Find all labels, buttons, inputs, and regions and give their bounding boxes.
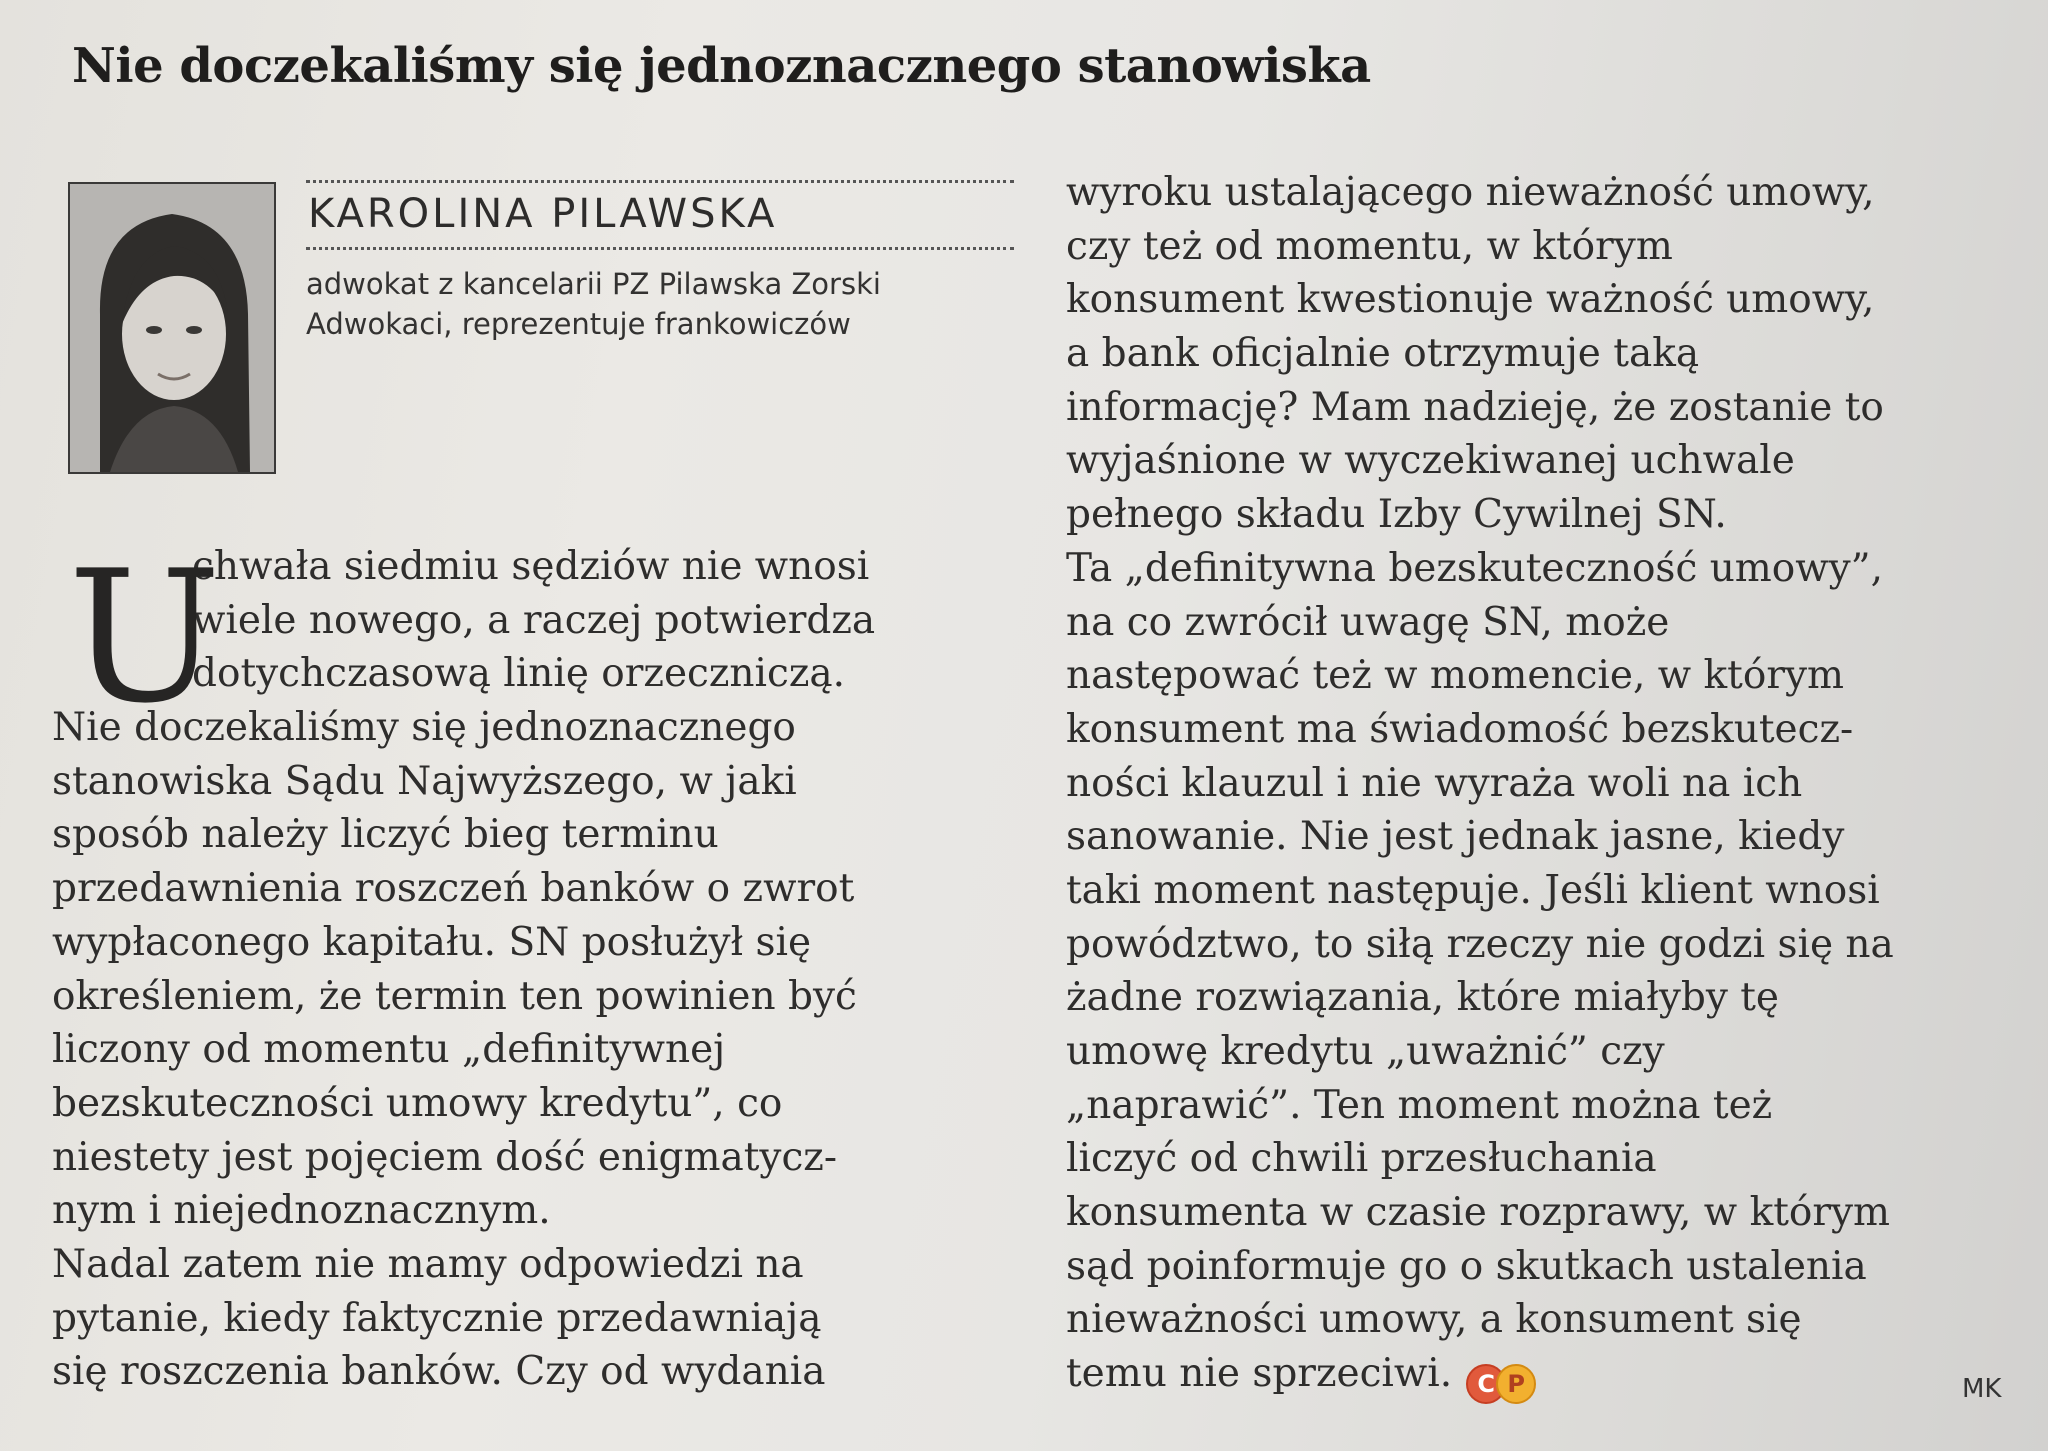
body-line: chwała siedmiu sędziów nie wnosi — [192, 544, 870, 589]
body-line: nieważności umowy, a konsument się — [1066, 1297, 1802, 1343]
body-line: a bank oficjalnie otrzymuje taką — [1066, 331, 1700, 377]
author-desc-line: Adwokaci, reprezentuje frankowiczów — [306, 307, 851, 341]
body-line: Nie doczekaliśmy się jednoznacznego — [52, 705, 796, 751]
body-line: czy też od momentu, w którym — [1066, 223, 1673, 269]
body-line: dotychczasową linię orzeczniczą. — [192, 651, 846, 697]
author-box — [306, 180, 1014, 344]
body-line: przedawnienia roszczeń banków o zwrot — [52, 866, 855, 912]
body-line-last — [1066, 1347, 2026, 1401]
author-desc-line: adwokat z kancelarii PZ Pilawska Zorski — [306, 267, 881, 301]
body-line: określeniem, że termin ten powinien być — [52, 973, 857, 1019]
author-photo — [68, 182, 276, 474]
body-line: powództwo, to siłą rzeczy nie godzi się na — [1066, 921, 1894, 967]
body-line: nym i niejednoznacznym. — [52, 1188, 551, 1234]
article-column-right — [1066, 166, 2026, 1401]
body-line: ności klauzul i nie wyraża woli na ich — [1066, 760, 1803, 806]
author-description — [306, 250, 1014, 344]
body-line: stanowiska Sądu Najwyższego, w jaki — [52, 758, 797, 804]
body-line: żadne rozwiązania, które miałyby tę — [1066, 975, 1780, 1021]
body-line: liczyć od chwili przesłuchania — [1066, 1136, 1657, 1182]
body-line: sposób należy liczyć bieg terminu — [52, 812, 719, 858]
body-line: na co zwrócił uwagę SN, może — [1066, 599, 1670, 645]
body-line: wypłaconego kapitału. SN posłużył się — [52, 919, 812, 965]
body-line: sąd poinformuje go o skutkach ustalenia — [1066, 1243, 1867, 1289]
body-line: wyjaśnione w wyczekiwanej uchwale — [1066, 438, 1795, 484]
body-line: się roszczenia banków. Czy od wydania — [52, 1349, 826, 1395]
body-line: taki moment następuje. Jeśli klient wnosi — [1066, 867, 1880, 913]
author-initials: MK — [1962, 1374, 2002, 1404]
body-line: bezskuteczności umowy kredytu”, co — [52, 1080, 783, 1126]
body-line: pełnego składu Izby Cywilnej SN. — [1066, 492, 1727, 538]
body-line: następować też w momencie, w którym — [1066, 653, 1844, 699]
body-line: Ta „definitywna bezskuteczność umowy”, — [1066, 545, 1884, 591]
body-line: pytanie, kiedy faktycznie przedawniają — [52, 1295, 822, 1341]
headline: Nie doczekaliśmy się jednoznacznego stanowiska — [72, 38, 1371, 94]
body-line: informację? Mam nadzieję, że zostanie to — [1066, 384, 1884, 430]
cp-badges — [1466, 1353, 1526, 1407]
body-line-text: temu nie sprzeciwi. — [1066, 1351, 1453, 1397]
badge-p-icon: P — [1496, 1364, 1536, 1404]
body-line: niestety jest pojęciem dość enigmatycz- — [52, 1134, 838, 1180]
body-line: „naprawić”. Ten moment można też — [1066, 1082, 1773, 1128]
drop-cap: U — [68, 531, 222, 743]
body-line: wiele nowego, a raczej potwierdza — [192, 597, 876, 643]
article-column-left — [52, 531, 992, 1399]
body-line: liczony od momentu „definitywnej — [52, 1027, 726, 1073]
body-line: konsument kwestionuje ważność umowy, — [1066, 277, 1875, 323]
body-line: umowę kredytu „uważnić” czy — [1066, 1029, 1665, 1074]
badge-c-icon: C — [1466, 1364, 1506, 1404]
body-line: sanowanie. Nie jest jednak jasne, kiedy — [1066, 814, 1845, 860]
body-line: konsumenta w czasie rozprawy, w którym — [1066, 1190, 1891, 1236]
body-line: konsument ma świadomość bezskutecz- — [1066, 706, 1854, 752]
author-name: KAROLINA PILAWSKA — [308, 191, 778, 237]
body-line: wyroku ustalającego nieważność umowy, — [1066, 170, 1875, 215]
body-line: Nadal zatem nie mamy odpowiedzi na — [52, 1241, 804, 1287]
